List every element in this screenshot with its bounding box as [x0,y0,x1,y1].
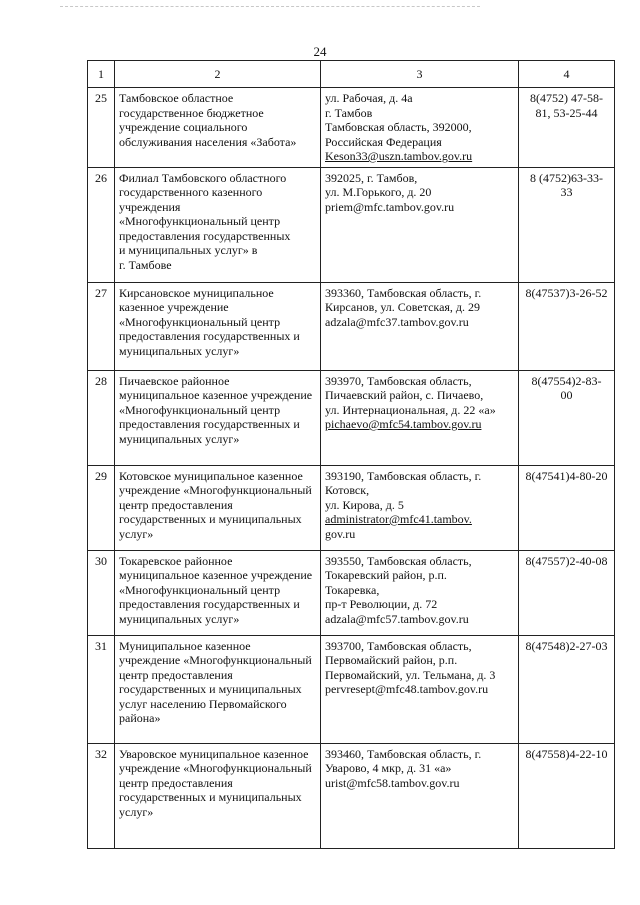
phone-line: 33 [560,185,573,199]
row-number: 28 [88,370,115,465]
address-line: ул. Интернациональная, д. 22 «а» [325,402,496,417]
phone-number [519,550,615,635]
organization-name-line: казенное учреждение [119,300,229,314]
organization-address [321,282,519,370]
organization-name-line: государственных и муниципальных [119,682,302,696]
table-header-row [88,61,615,88]
organization-address [321,167,519,282]
email-link[interactable]: adzala@mfc37.tambov.gov.ru [325,314,469,329]
row-number: 30 [88,550,115,635]
organization-name [115,465,321,550]
column-header: 3 [321,61,519,88]
table-row [88,282,615,370]
phone-line: 8(47537)3-26-52 [525,285,608,300]
row-number: 29 [88,465,115,550]
address-line: Тамбовская область, 392000, [325,120,472,134]
column-header: 1 [88,61,115,88]
address-line: Уварово, 4 мкр, д. 31 «а» [325,761,452,775]
organization-name [115,370,321,465]
organization-name [115,550,321,635]
organization-name-line: обслуживания населения «Забота» [119,134,297,149]
address-line: г. Тамбов [325,105,373,120]
organization-name-line: услуг» [119,526,154,541]
row-number: 32 [88,743,115,848]
address-line: ул. Рабочая, д. 4а [325,91,413,105]
table-row [88,743,615,848]
organization-name-line: «Многофункциональный центр [119,314,281,329]
organization-name-line: предоставления государственных и [119,597,300,611]
address-line: Токаревка, [325,582,380,597]
organization-name-line: муниципальное казенное учреждение [119,388,313,402]
address-line: Токаревский район, р.п. [325,568,447,582]
organization-name-line: г. Тамбове [119,257,172,272]
row-number: 26 [88,167,115,282]
column-header: 2 [115,61,321,88]
organization-address [321,465,519,550]
organization-name [115,167,321,282]
page-number: 24 [313,44,327,59]
email-link[interactable]: Keson33@uszn.tambov.gov.ru [325,149,473,163]
scan-artifact-line [60,6,480,7]
address-line: 393190, Тамбовская область, г. [325,468,482,483]
table-row [88,550,615,635]
organization-name-line: муниципальных услуг» [119,343,240,358]
address-line: Кирсанов, ул. Советская, д. 29 [325,300,481,314]
organization-name-line: услуг населению Первомайского [119,696,287,711]
organization-address [321,743,519,848]
row-number: 25 [88,88,115,168]
email-link[interactable]: priem@mfc.tambov.gov.ru [325,199,455,214]
organization-name-line: учреждение социального [119,120,248,134]
address-line: 393460, Тамбовская область, г. [325,746,482,761]
phone-line: 8(4752) 47-58- [530,91,603,105]
phone-line: 8(47554)2-83- [531,373,602,388]
address-line: 393970, Тамбовская область, [325,373,472,388]
organization-name-line: Кирсановское муниципальное [119,285,274,300]
organization-address [321,370,519,465]
phone-line: 8(47557)2-40-08 [525,553,608,568]
organization-name-line: Котовское муниципальное казенное [119,468,303,483]
phone-number [519,370,615,465]
organization-name-line: предоставления государственных и [119,417,300,431]
phone-number [519,282,615,370]
row-number: 27 [88,282,115,370]
phone-line: 8(47558)4-22-10 [525,746,608,761]
table-row [88,167,615,282]
organization-address [321,635,519,743]
organization-name-line: центр предоставления [119,667,233,682]
organizations-table [87,60,615,849]
email-link[interactable]: pichaevo@mfc54.tambov.gov.ru [325,417,482,431]
table-row [88,465,615,550]
organization-name-line: государственное бюджетное [119,105,264,120]
email-link-continuation[interactable]: gov.ru [325,526,356,541]
address-line: Российская Федерация [325,134,442,149]
organization-name [115,88,321,168]
address-line: пр-т Революции, д. 72 [325,597,438,611]
table-row [88,88,615,168]
organization-name-line: предоставления государственных и [119,329,300,343]
email-link[interactable]: urist@mfc58.tambov.gov.ru [325,775,460,790]
phone-number [519,635,615,743]
address-line: Пичаевский район, с. Пичаево, [325,388,484,402]
phone-number [519,167,615,282]
phone-line: 81, 53-25-44 [535,105,598,120]
organization-name-line: государственного казенного [119,185,263,199]
phone-line: 8(47548)2-27-03 [525,638,608,653]
organization-name-line: Пичаевское районное [119,373,230,388]
organization-name [115,282,321,370]
organization-name-line: Токаревское районное [119,553,233,568]
organization-name-line: «Многофункциональный центр [119,582,281,597]
organization-name-line: услуг» [119,804,154,819]
phone-number [519,743,615,848]
address-line: 393700, Тамбовская область, [325,638,472,653]
organization-name-line: Тамбовское областное [119,91,234,105]
address-line: ул. Кирова, д. 5 [325,497,404,512]
organization-name [115,743,321,848]
organization-name-line: муниципальных услуг» [119,611,240,626]
organization-name-line: учреждение «Многофункциональный [119,653,312,667]
organization-name-line: центр предоставления [119,775,233,790]
address-line: 393360, Тамбовская область, г. [325,285,482,300]
organization-name-line: государственных и муниципальных [119,790,302,804]
address-line: 393550, Тамбовская область, [325,553,472,568]
phone-number [519,465,615,550]
organization-address [321,550,519,635]
organization-name [115,635,321,743]
phone-number [519,88,615,168]
organization-name-line: района» [119,711,161,725]
phone-line: 8(47541)4-80-20 [525,468,608,483]
organization-name-line: «Многофункциональный центр [119,402,281,417]
organization-name-line: государственных и муниципальных [119,512,302,526]
address-line: Первомайский, ул. Тельмана, д. 3 [325,667,496,682]
phone-line: 00 [560,388,573,402]
organization-name-line: предоставления государственных [119,228,291,243]
organization-name-line: Уваровское муниципальное казенное [119,746,309,761]
address-line: 392025, г. Тамбов, [325,170,418,185]
organization-name-line: учреждения [119,199,181,214]
email-link[interactable]: pervresept@mfc48.tambov.gov.ru [325,682,489,696]
table-row [88,635,615,743]
organization-name-line: Муниципальное казенное [119,638,251,653]
email-link[interactable]: administrator@mfc41.tambov. [325,512,472,526]
phone-line: 8 (4752)63-33- [530,170,603,185]
email-link[interactable]: adzala@mfc57.tambov.gov.ru [325,611,469,626]
row-number: 31 [88,635,115,743]
organization-name-line: учреждение «Многофункциональный [119,483,312,497]
address-line: ул. М.Горького, д. 20 [325,185,432,199]
organization-name-line: учреждение «Многофункциональный [119,761,312,775]
organization-name-line: центр предоставления [119,497,233,512]
organization-name-line: и муниципальных услуг» в [119,243,258,257]
organization-name-line: муниципальное казенное учреждение [119,568,313,582]
address-line: Котовск, [325,483,370,497]
column-header: 4 [519,61,615,88]
table-row [88,370,615,465]
organization-name-line: Филиал Тамбовского областного [119,170,287,185]
organization-name-line: «Многофункциональный центр [119,214,281,228]
address-line: Первомайский район, р.п. [325,653,458,667]
organization-address [321,88,519,168]
organization-name-line: муниципальных услуг» [119,431,240,446]
